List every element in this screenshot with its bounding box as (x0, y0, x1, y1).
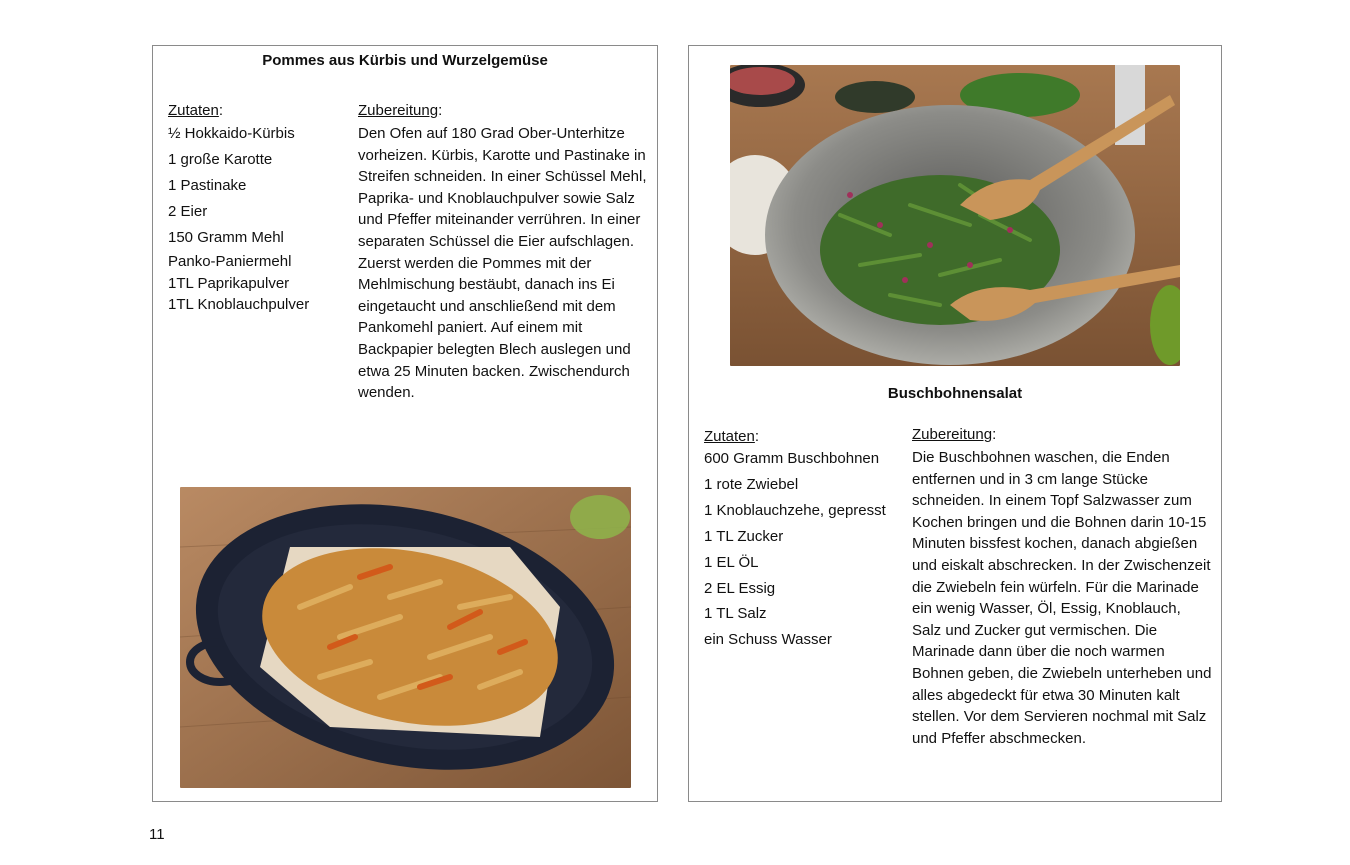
ingredient-item: ein Schuss Wasser (704, 631, 832, 649)
ingredients-heading: Zutaten (704, 428, 755, 445)
roasting-pan-illustration (180, 487, 631, 788)
ingredient-item: 1TL Paprikapulver (168, 274, 290, 292)
preparation-heading: Zubereitung (912, 426, 993, 443)
ingredient-item: 1 TL Zucker (704, 527, 784, 545)
recipe-card-buschbohnen (688, 45, 1222, 802)
recipe-title: Pommes aus Kürbis und Wurzelgemüse (262, 52, 548, 69)
preparation-text: Den Ofen auf 180 Grad Ober-Unterhitze vorheizen. Kürbis, Karotte und Pastinake in Streifen schneiden. In einer Schüssel Mehl, Paprika- und Knoblauchpulver sowie Salz und Pfeffer miteinander verrühren. In einer separaten Schüssel die Eier aufschlagen. Zuerst werden die Pommes mit der Mehlmischung bestäubt, danach ins Ei eingetaucht und anschließend mit dem Pankomehl paniert. Auf einem mit Backpapier belegten Blech auslegen und etwa 25 Minuten backen. Zwischendurch wenden. (358, 125, 647, 402)
ingredient-item: 1 große Karotte (168, 151, 273, 168)
ingredient-item: 1 Pastinake (168, 177, 247, 194)
ingredients-section: Zutaten: ½ Hokkaido-Kürbis 1 große Karotte 1 Pastinake 2 Eier 150 Gramm Mehl Panko-Paniermehl 1TL Paprikapulver 1TL Knoblauchpulver (168, 102, 348, 316)
ingredient-item: 1 EL ÖL (704, 553, 759, 571)
ingredient-item: ½ Hokkaido-Kürbis (168, 125, 295, 142)
ingredient-item: 600 Gramm Buschbohnen (704, 450, 880, 467)
bohnen-photo (730, 65, 1180, 366)
pommes-photo (180, 487, 631, 788)
ingredient-item: 1 TL Salz (704, 605, 767, 623)
bean-bowl-illustration (730, 65, 1180, 366)
ingredient-item: 1TL Knoblauchpulver (168, 296, 310, 313)
preparation-heading: Zubereitung (358, 102, 439, 119)
page-number: 11 (149, 826, 165, 843)
preparation-section: Zubereitung: Den Ofen auf 180 Grad Ober-Unterhitze vorheizen. Kürbis, Karotte und Pastinake in Streifen schneiden. In einer Schüssel Mehl, Paprika- und Knoblauchpulver sowie Salz und Pfeffer miteinander verrühren. In einer separaten Schüssel die Eier aufschlagen. Zuerst werden die Pommes mit der Mehlmischung bestäubt, danach ins Ei eingetaucht und anschließend mit dem Pankomehl paniert. Auf einem mit Backpapier belegten Blech auslegen und etwa 25 Minuten backen. Zwischendurch wenden. (358, 102, 648, 404)
ingredient-list (168, 121, 348, 316)
ingredient-item: 1 Knoblauchzehe, gepresst (704, 501, 886, 519)
ingredient-item: 1 rote Zwiebel (704, 475, 799, 493)
ingredient-item: 2 Eier (168, 203, 208, 220)
ingredient-item: 2 EL Essig (704, 579, 776, 597)
recipe-card-pommes (152, 45, 658, 802)
ingredient-item: 150 Gramm Mehl (168, 229, 284, 246)
ingredient-list (704, 446, 909, 653)
preparation-text: Die Buschbohnen waschen, die Enden entfernen und in 3 cm lange Stücke schneiden. In einem Topf Salzwasser zum Kochen bringen und die Bohnen darin 10-15 Minuten bissfest kochen, danach abgießen und eiskalt abschrecken. In der Zwischenzeit die Zwiebeln fein würfeln. Für die Marinade ein wenig Wasser, Öl, Essig, Knoblauch, Salz und Zucker gut vermischen. Die Marinade dann über die noch warmen Bohnen geben, die Zwiebeln unterheben und alles abgedeckt für etwa 30 Minuten kalt stellen. Vor dem Servieren nochmal mit Salz und Pfeffer abschmecken. (912, 449, 1212, 747)
preparation-section: Zubereitung: Die Buschbohnen waschen, die Enden entfernen und in 3 cm lange Stücke schneiden. In einem Topf Salzwasser zum Kochen bringen und die Bohnen darin 10-15 Minuten bissfest kochen, danach abgießen und eiskalt abschrecken. In der Zwischenzeit die Zwiebeln fein würfeln. Für die Marinade ein wenig Wasser, Öl, Essig, Knoblauch, Salz und Zucker gut vermischen. Die Marinade dann über die noch warmen Bohnen geben, die Zwiebeln unterheben und alles abgedeckt für etwa 30 Minuten kalt stellen. Vor dem Servieren nochmal mit Salz und Pfeffer abschmecken. (912, 426, 1212, 749)
ingredients-heading: Zutaten (168, 102, 219, 119)
recipe-title: Buschbohnensalat (887, 385, 1023, 402)
ingredients-section: Zutaten: 600 Gramm Buschbohnen 1 rote Zwiebel 1 Knoblauchzehe, gepresst 1 TL Zucker 1 EL ÖL 2 EL Essig 1 TL Salz ein Schuss Wasser (704, 428, 909, 653)
ingredient-item: Panko-Paniermehl (168, 253, 292, 270)
